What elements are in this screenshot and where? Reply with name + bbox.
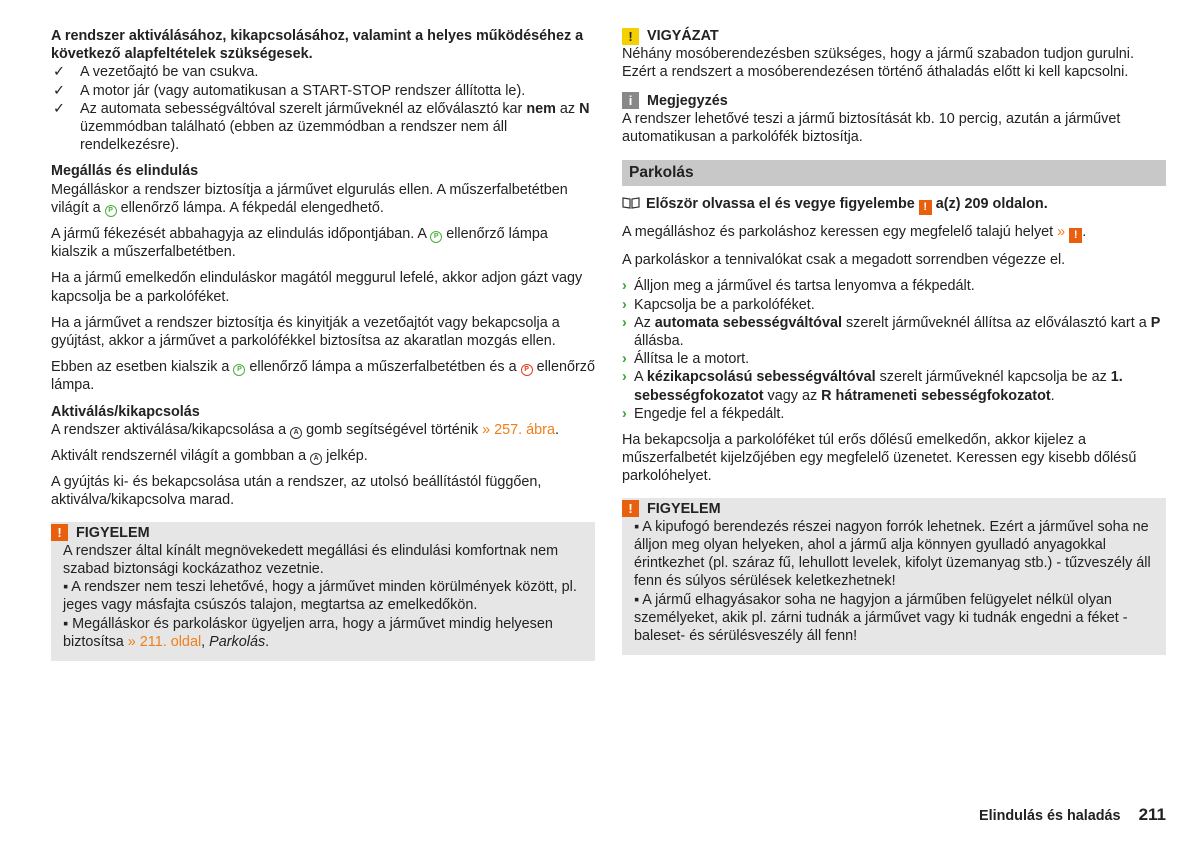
page-footer xyxy=(979,806,1166,825)
check-icon: ✓ xyxy=(53,100,66,117)
stop-paragraph-5: Ebben az esetben kialszik a P ellenőrző lámpa a műszerfalbetétben és a P ellenőrző lámpa. xyxy=(51,359,595,394)
book-icon xyxy=(622,197,640,209)
list-item: › Kapcsolja be a parkolóféket. xyxy=(622,296,815,313)
check-icon: ✓ xyxy=(53,82,66,99)
warning-body: A rendszer által kínált megnövekedett megállási és elindulási komfortnak nem szabad biztonsági kockázathoz vezetnie. ▪ A rendszer nem teszi lehetővé, hogy a járművet minden körülmények között, pl. jeges vagy másfajta csúszós talajon, megtartsa az emelkedőkön. ▪ Megálláskor és parkoláskor ügyeljen arra, hogy a járművet mindig helyesen biztosítsa » 211. oldal, Parkolás. xyxy=(63,542,577,650)
caution-text: Néhány mosóberendezésben szükséges, hogy a jármű szabadon tudjon gurulni. Ezért a rendszert a mosóberendezésen történő áthaladás előtt ki kell kapcsolni. xyxy=(622,46,1134,81)
chapter-title: Elindulás és haladás xyxy=(978,808,1121,824)
hold-lamp-green-icon: P xyxy=(430,231,442,243)
list-item: › A kézikapcsolású sebességváltóval szerelt járműveknél kapcsolja be az 1. sebességfokozatot vagy az R hátrameneti sebességfokozatot. xyxy=(622,369,1123,404)
autohold-button-icon: A xyxy=(290,427,302,439)
caution-icon: ! xyxy=(622,28,639,45)
list-item: › Engedje fel a fékpedált. xyxy=(622,405,785,422)
stop-paragraph-3: Ha a jármű emelkedőn elinduláskor magától meggurul lefelé, akkor adjon gázt vagy kapcsolja be a parkolóféket. xyxy=(51,270,583,305)
conditions-intro: A rendszer aktiválásához, kikapcsolásához, valamint a helyes működéséhez a következő alapfeltételek szükségesek. xyxy=(51,28,584,63)
warning-icon: ! xyxy=(1069,228,1082,243)
warning-icon: ! xyxy=(51,524,68,541)
page-link[interactable]: » 211. oldal xyxy=(127,633,202,650)
parking-paragraph-1: A megálláshoz és parkoláshoz keressen egy megfelelő talajú helyet » ! . xyxy=(622,224,1087,242)
section-title: Parkolás xyxy=(622,160,1166,186)
step-arrow-icon: › xyxy=(622,351,627,368)
list-item: ✓ Az automata sebességváltóval szerelt járműveknél az előválasztó kar nem az N üzemmódban található (ebben az üzemmódban a rendszer nem áll rendelkezésre). xyxy=(53,100,590,154)
warning-title: FIGYELEM xyxy=(647,500,721,517)
page-number: 211 xyxy=(1138,805,1166,824)
warning-title: FIGYELEM xyxy=(76,524,150,541)
activation-paragraph-3: A gyújtás ki- és bekapcsolása után a rendszer, az utolsó beállítástól függően, aktiválva/kikapcsolva marad. xyxy=(51,474,542,509)
conditions-list xyxy=(51,63,595,154)
warning-icon: ! xyxy=(919,200,932,215)
hold-lamp-green-icon: P xyxy=(105,205,117,217)
warning-box xyxy=(622,498,1166,656)
list-item: ✓ A motor jár (vagy automatikusan a START-STOP rendszer állította le). xyxy=(53,82,526,99)
warning-link[interactable]: » xyxy=(1057,224,1066,241)
stop-heading: Megállás és elindulás xyxy=(51,163,199,180)
autohold-symbol-icon: A xyxy=(310,453,322,465)
step-arrow-icon: › xyxy=(622,296,627,313)
info-icon: i xyxy=(622,92,639,109)
check-icon: ✓ xyxy=(53,64,66,81)
list-item: › Az automata sebességváltóval szerelt járműveknél állítsa az előválasztó kart a P állásba. xyxy=(622,314,1161,350)
stop-paragraph-1: Megálláskor a rendszer biztosítja a járművet elgurulás ellen. A műszerfalbetétben világít a P ellenőrző lámpa. A fékpedál elengedhető. xyxy=(51,181,568,216)
note-header xyxy=(622,92,1166,110)
caution-block xyxy=(622,27,1166,82)
list-item: ✓ A vezetőajtó be van csukva. xyxy=(53,64,259,81)
step-arrow-icon: › xyxy=(622,405,627,422)
caution-title: VIGYÁZAT xyxy=(647,28,719,44)
warning-body: ▪ A kipufogó berendezés részei nagyon forrók lehetnek. Ezért a járművel soha ne álljon meg olyan helyeken, ahol a jármű alja könnyen gyulladó anyagokkal érintkezhet (pl. száraz fű, lehullott levelek, kifolyt üzemanyag stb.) - tűzveszély áll fenn és súlyos sérülések keletkezhetnek! ▪ A jármű elhagyásakor soha ne hagyjon a járműben felügyelet nélkül olyan személyeket, akik pl. zárni tudnák a járművet vagy ki tudnák engedni a féket - baleset- és sérülésveszély áll fenn! xyxy=(634,518,1151,645)
activation-paragraph-1: A rendszer aktiválása/kikapcsolása a A gomb segítségével történik » 257. ábra. xyxy=(51,421,559,438)
list-item: › Álljon meg a járművel és tartsa lenyomva a fékpedált. xyxy=(622,278,975,295)
stop-paragraph-2: A jármű fékezését abbahagyja az elindulás időpontjában. A P ellenőrző lámpa kialszik a műszerfalbetétben. xyxy=(51,226,548,261)
step-arrow-icon: › xyxy=(622,278,627,295)
right-column xyxy=(622,27,1166,655)
figure-link[interactable]: » 257. ábra xyxy=(482,421,555,438)
warning-box xyxy=(51,522,595,661)
activation-heading: Aktiválás/kikapcsolás xyxy=(51,403,200,420)
parking-paragraph-2: A parkoláskor a tennivalókat csak a megadott sorrendben végezze el. xyxy=(622,252,1066,269)
warning-icon: ! xyxy=(622,500,639,517)
parking-brake-red-icon: P xyxy=(521,364,533,376)
read-first-line: Először olvassa el és vegye figyelembe ! a(z) 209 oldalon. xyxy=(622,195,1166,215)
step-arrow-icon: › xyxy=(622,369,627,386)
note-title: Megjegyzés xyxy=(647,92,728,109)
list-item: › Állítsa le a motort. xyxy=(622,351,750,368)
hold-lamp-green-icon: P xyxy=(233,364,245,376)
note-block xyxy=(622,92,1166,147)
warning-header xyxy=(51,522,595,542)
left-column xyxy=(51,27,595,661)
stop-paragraph-4: Ha a járművet a rendszer biztosítja és kinyitják a vezetőajtót vagy bekapcsolja a gyújtást, akkor a járművet a parkolófékkel biztosítsa az akaratlan mozgás ellen. xyxy=(51,314,560,350)
activation-paragraph-2: Aktivált rendszernél világít a gombban a A jelkép. xyxy=(51,448,368,465)
caution-header xyxy=(622,27,1166,45)
parking-steps xyxy=(622,277,1166,423)
warning-header xyxy=(622,498,1166,518)
step-arrow-icon: › xyxy=(622,314,627,331)
parking-paragraph-3: Ha bekapcsolja a parkolóféket túl erős dőlésű emelkedőn, akkor kijelez a műszerfalbetét kijelzőjében egy megfelelő üzenetet. Keressen egy kisebb dőlésű parkolóhelyet. xyxy=(622,432,1137,485)
note-text: A rendszer lehetővé teszi a jármű biztosítását kb. 10 percig, azután a járművet automatikusan a parkolófék biztosítja. xyxy=(622,110,1121,146)
